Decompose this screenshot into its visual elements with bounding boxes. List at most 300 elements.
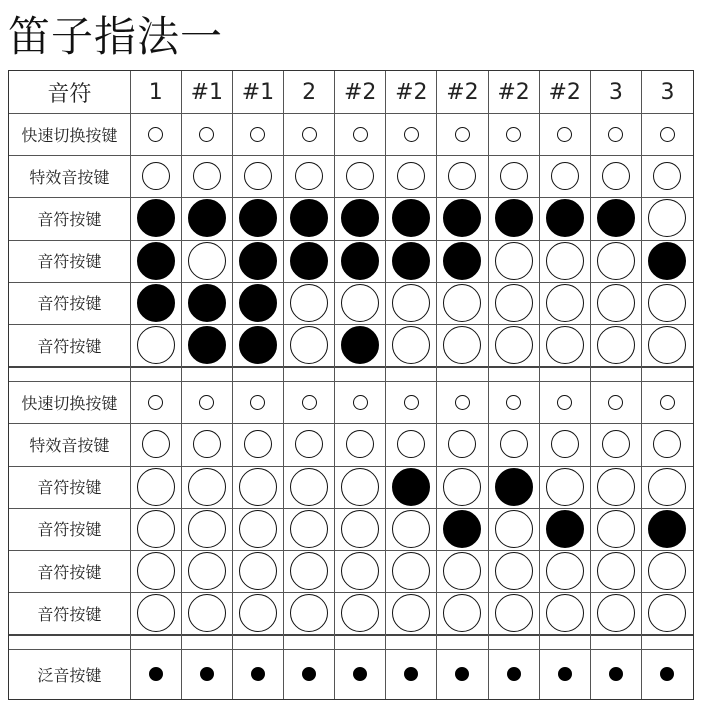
open-hole-icon: [495, 284, 533, 322]
open-hole-icon: [404, 127, 419, 142]
spacer-cell: [233, 634, 284, 649]
closed-hole-icon: [546, 199, 584, 237]
open-hole-icon: [392, 594, 430, 632]
hole-cell: [131, 466, 182, 508]
spacer-cell: [182, 366, 233, 381]
closed-hole-icon: [341, 199, 379, 237]
hole-cell: [131, 282, 182, 324]
hole-cell: [437, 508, 488, 550]
open-hole-icon: [295, 430, 323, 458]
open-hole-icon: [392, 326, 430, 364]
hole-cell: [540, 466, 591, 508]
open-hole-icon: [290, 326, 328, 364]
hole-cell: [335, 592, 386, 634]
spacer-cell: [591, 634, 642, 649]
open-hole-icon: [506, 127, 521, 142]
hole-cell: [591, 282, 642, 324]
section2-row: [9, 550, 693, 592]
hole-cell: [182, 282, 233, 324]
hole-cell: [591, 592, 642, 634]
hole-cell: [591, 466, 642, 508]
open-hole-icon: [392, 552, 430, 590]
open-hole-icon: [302, 395, 317, 410]
hole-cell: [335, 423, 386, 465]
section2-row: [9, 423, 693, 465]
hole-cell: [437, 282, 488, 324]
section1-row: [9, 282, 693, 324]
hole-cell: [386, 324, 437, 366]
hole-cell: [233, 282, 284, 324]
hole-cell: [233, 592, 284, 634]
note-header-11: 3: [660, 79, 675, 105]
open-hole-icon: [495, 594, 533, 632]
closed-hole-icon: [341, 242, 379, 280]
hole-cell: [233, 466, 284, 508]
open-hole-icon: [660, 127, 675, 142]
hole-cell: [182, 381, 233, 423]
row-label: 音符按键: [9, 240, 131, 282]
closed-hole-icon: [546, 510, 584, 548]
spacer-cell: [335, 634, 386, 649]
open-hole-icon: [193, 430, 221, 458]
hole-cell: [642, 423, 693, 465]
open-hole-icon: [188, 594, 226, 632]
spacer-cell: [642, 634, 693, 649]
hole-cell: [489, 324, 540, 366]
hole-cell: [642, 113, 693, 155]
open-hole-icon: [148, 395, 163, 410]
row-label: 特效音按键: [9, 155, 131, 197]
open-hole-icon: [353, 127, 368, 142]
spacer-cell: [591, 366, 642, 381]
open-hole-icon: [137, 468, 175, 506]
hole-cell: [284, 381, 335, 423]
closed-hole-icon: [290, 199, 328, 237]
open-hole-icon: [648, 552, 686, 590]
hole-cell: [386, 197, 437, 239]
open-hole-icon: [597, 468, 635, 506]
hole-cell: [284, 649, 335, 699]
hole-cell: [489, 423, 540, 465]
hole-cell: [642, 550, 693, 592]
section2-row: [9, 466, 693, 508]
hole-cell: [489, 240, 540, 282]
hole-cell: [233, 550, 284, 592]
hole-cell: [591, 324, 642, 366]
open-hole-icon: [448, 430, 476, 458]
row-label: 音符按键: [9, 282, 131, 324]
hole-cell: [437, 649, 488, 699]
open-hole-icon: [392, 510, 430, 548]
spacer-cell: [489, 634, 540, 649]
open-hole-icon: [397, 430, 425, 458]
hole-cell: [489, 113, 540, 155]
spacer-cell: [437, 366, 488, 381]
hole-cell: [386, 592, 437, 634]
open-hole-icon: [392, 284, 430, 322]
hole-cell: [540, 550, 591, 592]
closed-hole-icon: [290, 242, 328, 280]
hole-cell: [386, 155, 437, 197]
hole-cell: [335, 324, 386, 366]
hole-cell: [386, 282, 437, 324]
hole-cell: [540, 282, 591, 324]
hole-cell: [335, 113, 386, 155]
open-hole-icon: [546, 468, 584, 506]
hole-cell: [540, 381, 591, 423]
hole-cell: [386, 649, 437, 699]
open-hole-icon: [290, 284, 328, 322]
hole-cell: [642, 508, 693, 550]
closed-hole-icon: [188, 326, 226, 364]
hole-cell: [335, 466, 386, 508]
hole-cell: [284, 592, 335, 634]
open-hole-icon: [239, 510, 277, 548]
open-hole-icon: [341, 594, 379, 632]
closed-hole-icon: [443, 199, 481, 237]
hole-cell: [591, 649, 642, 699]
closed-hole-icon: [302, 667, 316, 681]
open-hole-icon: [250, 127, 265, 142]
spacer-cell: [335, 366, 386, 381]
spacer-cell: [437, 634, 488, 649]
hole-cell: [182, 649, 233, 699]
open-hole-icon: [341, 468, 379, 506]
open-hole-icon: [648, 594, 686, 632]
open-hole-icon: [495, 326, 533, 364]
hole-cell: [131, 381, 182, 423]
hole-cell: [284, 240, 335, 282]
closed-hole-icon: [558, 667, 572, 681]
row-label: 特效音按键: [9, 423, 131, 465]
hole-cell: [284, 466, 335, 508]
note-header-3: #1: [233, 71, 284, 113]
section2-row: [9, 508, 693, 550]
open-hole-icon: [648, 468, 686, 506]
hole-cell: [182, 592, 233, 634]
hole-cell: [335, 282, 386, 324]
hole-cell: [489, 649, 540, 699]
section1-row: [9, 324, 693, 366]
closed-hole-icon: [239, 242, 277, 280]
hole-cell: [131, 155, 182, 197]
open-hole-icon: [188, 552, 226, 590]
hole-cell: [489, 381, 540, 423]
closed-hole-icon: [188, 199, 226, 237]
spacer-cell: [131, 366, 182, 381]
closed-hole-icon: [200, 667, 214, 681]
open-hole-icon: [608, 395, 623, 410]
hole-cell: [489, 282, 540, 324]
hole-cell: [437, 155, 488, 197]
open-hole-icon: [557, 127, 572, 142]
note-header-10: 3: [591, 71, 642, 113]
hole-cell: [131, 649, 182, 699]
open-hole-icon: [557, 395, 572, 410]
open-hole-icon: [546, 594, 584, 632]
note-header-9: #2: [540, 71, 591, 113]
hole-cell: [591, 508, 642, 550]
open-hole-icon: [346, 430, 374, 458]
hole-cell: [182, 155, 233, 197]
note-header-7: #2: [437, 71, 488, 113]
open-hole-icon: [597, 552, 635, 590]
spacer-cell: [386, 634, 437, 649]
open-hole-icon: [608, 127, 623, 142]
open-hole-icon: [137, 510, 175, 548]
hole-cell: [284, 324, 335, 366]
open-hole-icon: [660, 395, 675, 410]
open-hole-icon: [142, 162, 170, 190]
section1-row: [9, 197, 693, 239]
closed-hole-icon: [341, 326, 379, 364]
open-hole-icon: [597, 510, 635, 548]
section-spacer: [9, 366, 693, 381]
hole-cell: [540, 324, 591, 366]
closed-hole-icon: [443, 510, 481, 548]
hole-cell: [386, 423, 437, 465]
hole-cell: [131, 423, 182, 465]
closed-hole-icon: [507, 667, 521, 681]
hole-cell: [540, 592, 591, 634]
open-hole-icon: [239, 594, 277, 632]
hole-cell: [182, 197, 233, 239]
hole-cell: [386, 550, 437, 592]
open-hole-icon: [597, 594, 635, 632]
open-hole-icon: [443, 284, 481, 322]
open-hole-icon: [188, 468, 226, 506]
open-hole-icon: [546, 326, 584, 364]
open-hole-icon: [290, 594, 328, 632]
open-hole-icon: [137, 594, 175, 632]
hole-cell: [233, 240, 284, 282]
hole-cell: [131, 324, 182, 366]
hole-cell: [335, 381, 386, 423]
open-hole-icon: [199, 127, 214, 142]
closed-hole-icon: [455, 667, 469, 681]
hole-cell: [284, 423, 335, 465]
hole-cell: [540, 423, 591, 465]
closed-hole-icon: [392, 199, 430, 237]
hole-cell: [335, 155, 386, 197]
hole-cell: [489, 466, 540, 508]
hole-cell: [489, 155, 540, 197]
spacer-cell: [131, 634, 182, 649]
section2-row: [9, 592, 693, 634]
hole-cell: [437, 113, 488, 155]
hole-cell: [284, 113, 335, 155]
hole-cell: [437, 550, 488, 592]
section1-row: [9, 113, 693, 155]
closed-hole-icon: [239, 326, 277, 364]
hole-cell: [386, 381, 437, 423]
closed-hole-icon: [353, 667, 367, 681]
open-hole-icon: [404, 395, 419, 410]
closed-hole-icon: [597, 199, 635, 237]
open-hole-icon: [648, 326, 686, 364]
hole-cell: [437, 423, 488, 465]
open-hole-icon: [495, 510, 533, 548]
hole-cell: [642, 649, 693, 699]
open-hole-icon: [653, 430, 681, 458]
hole-cell: [591, 550, 642, 592]
open-hole-icon: [443, 552, 481, 590]
hole-cell: [489, 592, 540, 634]
hole-cell: [642, 282, 693, 324]
note-header-8: #2: [489, 71, 540, 113]
row-label: 快速切换按键: [9, 113, 131, 155]
open-hole-icon: [137, 552, 175, 590]
closed-hole-icon: [137, 284, 175, 322]
hole-cell: [233, 324, 284, 366]
open-hole-icon: [500, 430, 528, 458]
open-hole-icon: [455, 395, 470, 410]
hole-cell: [489, 508, 540, 550]
closed-hole-icon: [392, 242, 430, 280]
open-hole-icon: [244, 430, 272, 458]
hole-cell: [233, 423, 284, 465]
hole-cell: [335, 197, 386, 239]
note-header-5: #2: [335, 71, 386, 113]
row-label: 音符按键: [9, 508, 131, 550]
spacer-cell: [182, 634, 233, 649]
open-hole-icon: [341, 284, 379, 322]
closed-hole-icon: [239, 284, 277, 322]
open-hole-icon: [648, 199, 686, 237]
hole-cell: [540, 240, 591, 282]
hole-cell: [284, 155, 335, 197]
hole-cell: [540, 649, 591, 699]
hole-cell: [642, 197, 693, 239]
hole-cell: [437, 197, 488, 239]
open-hole-icon: [602, 430, 630, 458]
open-hole-icon: [341, 510, 379, 548]
spacer-cell: [386, 366, 437, 381]
section1-row: [9, 240, 693, 282]
hole-cell: [182, 324, 233, 366]
open-hole-icon: [443, 594, 481, 632]
hole-cell: [386, 240, 437, 282]
spacer-cell: [233, 366, 284, 381]
hole-cell: [182, 466, 233, 508]
hole-cell: [437, 240, 488, 282]
open-hole-icon: [148, 127, 163, 142]
open-hole-icon: [506, 395, 521, 410]
hole-cell: [284, 282, 335, 324]
open-hole-icon: [290, 510, 328, 548]
section2-row: [9, 381, 693, 423]
hole-cell: [386, 508, 437, 550]
open-hole-icon: [546, 284, 584, 322]
row-label: 音符按键: [9, 466, 131, 508]
spacer-cell: [642, 366, 693, 381]
open-hole-icon: [443, 468, 481, 506]
open-hole-icon: [597, 242, 635, 280]
header-row: [9, 71, 693, 113]
closed-hole-icon: [137, 199, 175, 237]
open-hole-icon: [295, 162, 323, 190]
hole-cell: [233, 381, 284, 423]
fingering-table: [8, 70, 694, 700]
open-hole-icon: [551, 162, 579, 190]
open-hole-icon: [239, 552, 277, 590]
row-label: 音符按键: [9, 550, 131, 592]
hole-cell: [335, 508, 386, 550]
hole-cell: [182, 423, 233, 465]
hole-cell: [540, 508, 591, 550]
open-hole-icon: [653, 162, 681, 190]
open-hole-icon: [500, 162, 528, 190]
overtone-row: [9, 649, 693, 699]
hole-cell: [335, 550, 386, 592]
closed-hole-icon: [443, 242, 481, 280]
open-hole-icon: [353, 395, 368, 410]
note-header-6: #2: [386, 71, 437, 113]
row-label: 音符按键: [9, 324, 131, 366]
open-hole-icon: [495, 242, 533, 280]
section-spacer: [9, 634, 693, 649]
open-hole-icon: [341, 552, 379, 590]
header-label: 音符: [9, 71, 131, 113]
hole-cell: [284, 197, 335, 239]
hole-cell: [131, 592, 182, 634]
hole-cell: [131, 550, 182, 592]
spacer-cell: [489, 366, 540, 381]
spacer-cell: [284, 366, 335, 381]
hole-cell: [591, 197, 642, 239]
open-hole-icon: [546, 242, 584, 280]
row-label: 快速切换按键: [9, 381, 131, 423]
note-header-4: 2: [284, 71, 335, 113]
hole-cell: [591, 423, 642, 465]
open-hole-icon: [250, 395, 265, 410]
hole-cell: [131, 240, 182, 282]
closed-hole-icon: [188, 284, 226, 322]
closed-hole-icon: [149, 667, 163, 681]
row-label: 泛音按键: [9, 649, 131, 699]
hole-cell: [182, 550, 233, 592]
hole-cell: [489, 550, 540, 592]
open-hole-icon: [302, 127, 317, 142]
open-hole-icon: [551, 430, 579, 458]
note-header-1: 1: [131, 71, 182, 113]
open-hole-icon: [239, 468, 277, 506]
open-hole-icon: [188, 510, 226, 548]
hole-cell: [540, 197, 591, 239]
hole-cell: [233, 197, 284, 239]
open-hole-icon: [290, 468, 328, 506]
spacer-cell: [9, 366, 131, 381]
hole-cell: [182, 508, 233, 550]
closed-hole-icon: [609, 667, 623, 681]
hole-cell: [233, 649, 284, 699]
open-hole-icon: [346, 162, 374, 190]
open-hole-icon: [448, 162, 476, 190]
hole-cell: [591, 155, 642, 197]
hole-cell: [642, 324, 693, 366]
open-hole-icon: [199, 395, 214, 410]
hole-cell: [233, 155, 284, 197]
hole-cell: [437, 324, 488, 366]
open-hole-icon: [443, 326, 481, 364]
open-hole-icon: [193, 162, 221, 190]
open-hole-icon: [597, 284, 635, 322]
hole-cell: [642, 466, 693, 508]
spacer-cell: [9, 634, 131, 649]
hole-cell: [233, 113, 284, 155]
closed-hole-icon: [495, 199, 533, 237]
spacer-cell: [284, 634, 335, 649]
